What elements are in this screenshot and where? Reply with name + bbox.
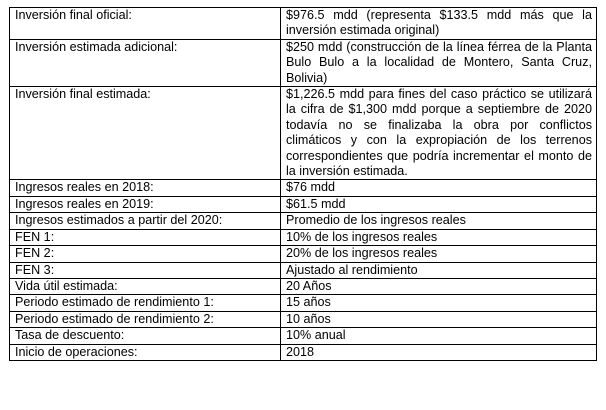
row-label: Inversión final oficial: — [10, 8, 281, 40]
row-value: 10% anual — [281, 328, 597, 344]
row-value: Promedio de los ingresos reales — [281, 213, 597, 229]
table-row — [10, 328, 597, 344]
row-value: $61.5 mdd — [281, 196, 597, 212]
table-row — [10, 180, 597, 196]
investment-summary — [9, 7, 596, 361]
row-value: $976.5 mdd (representa $133.5 mdd más que la inversión estimada original) — [281, 8, 597, 40]
row-label: Periodo estimado de rendimiento 2: — [10, 311, 281, 327]
row-label: Ingresos estimados a partir del 2020: — [10, 213, 281, 229]
row-label: Inversión estimada adicional: — [10, 39, 281, 86]
table-row — [10, 311, 597, 327]
row-label: Vida útil estimada: — [10, 278, 281, 294]
table-row — [10, 8, 597, 40]
row-value: 15 años — [281, 295, 597, 311]
row-label: Ingresos reales en 2019: — [10, 196, 281, 212]
table-row — [10, 87, 597, 180]
table-row — [10, 246, 597, 262]
table-row — [10, 344, 597, 360]
row-value: 2018 — [281, 344, 597, 360]
table-row — [10, 213, 597, 229]
row-value: $76 mdd — [281, 180, 597, 196]
row-value: 10% de los ingresos reales — [281, 229, 597, 245]
row-label: FEN 1: — [10, 229, 281, 245]
row-value: $250 mdd (construcción de la línea férrea de la Planta Bulo Bulo a la localidad de Montero, Santa Cruz, Bolivia) — [281, 39, 597, 86]
row-label: FEN 3: — [10, 262, 281, 278]
table-row — [10, 229, 597, 245]
table-row — [10, 39, 597, 86]
table-row — [10, 278, 597, 294]
investment-table — [9, 7, 597, 361]
row-value: 20% de los ingresos reales — [281, 246, 597, 262]
row-label: Ingresos reales en 2018: — [10, 180, 281, 196]
row-value: Ajustado al rendimiento — [281, 262, 597, 278]
row-label: FEN 2: — [10, 246, 281, 262]
table-row — [10, 295, 597, 311]
row-label: Periodo estimado de rendimiento 1: — [10, 295, 281, 311]
row-value: $1,226.5 mdd para fines del caso práctico se utilizará la cifra de $1,300 mdd porque a septiembre de 2020 todavía no se finalizaba la obra por conflictos climáticos y con la expropiación de los terrenos correspondientes que podría incrementar el monto de la inversión estimada. — [281, 87, 597, 180]
table-row — [10, 262, 597, 278]
row-label: Inversión final estimada: — [10, 87, 281, 180]
table-row — [10, 196, 597, 212]
row-label: Tasa de descuento: — [10, 328, 281, 344]
row-label: Inicio de operaciones: — [10, 344, 281, 360]
row-value: 20 Años — [281, 278, 597, 294]
row-value: 10 años — [281, 311, 597, 327]
